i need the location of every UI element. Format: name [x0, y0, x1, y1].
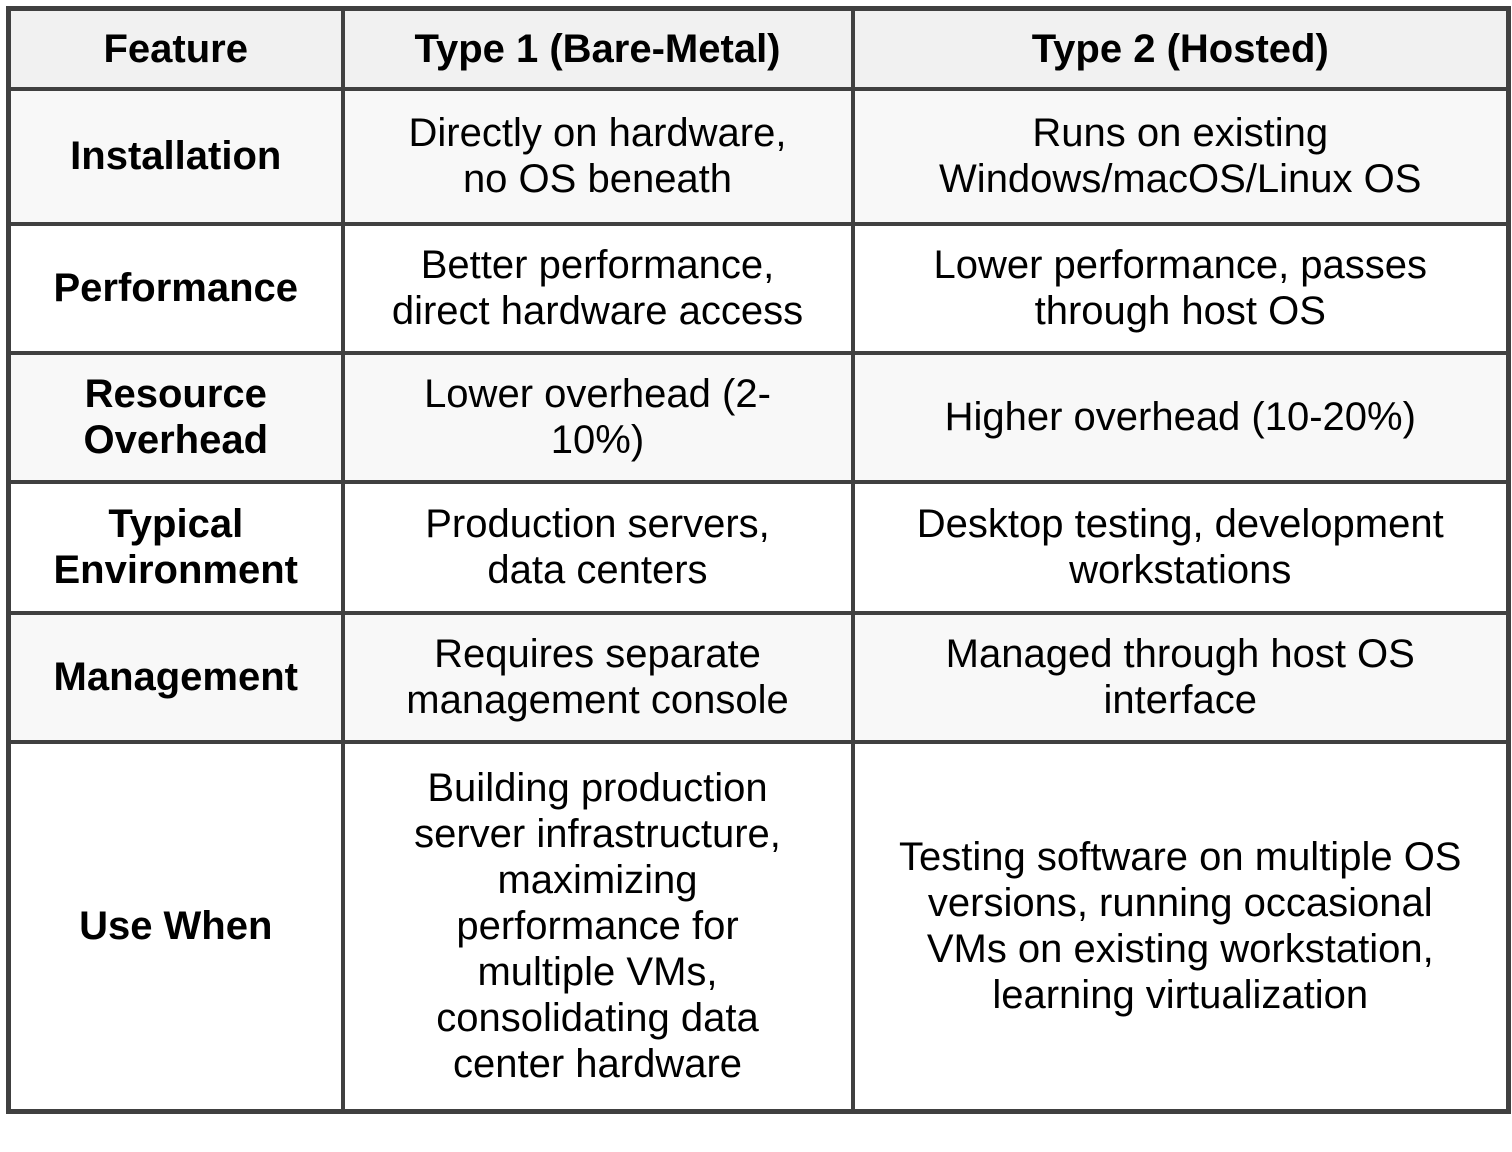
row-installation-type1: Directly on hardware, no OS beneath: [343, 89, 853, 224]
row-installation: [9, 89, 1509, 224]
header-row: [9, 9, 1509, 89]
row-resource-overhead-type2: Higher overhead (10-20%): [853, 353, 1509, 482]
row-management-feature: Management: [9, 613, 343, 742]
row-use-when: [9, 742, 1509, 1112]
row-performance-feature: Performance: [9, 224, 343, 353]
row-typical-environment: [9, 482, 1509, 613]
row-management-type2: Managed through host OS interface: [853, 613, 1509, 742]
row-management-type1: Requires separate management console: [343, 613, 853, 742]
header-cell-type2: Type 2 (Hosted): [853, 9, 1509, 89]
row-resource-overhead: [9, 353, 1509, 482]
row-performance-type1: Better performance, direct hardware access: [343, 224, 853, 353]
row-typical-environment-feature: Typical Environment: [9, 482, 343, 613]
header-cell-type1: Type 1 (Bare-Metal): [343, 9, 853, 89]
row-resource-overhead-feature: Resource Overhead: [9, 353, 343, 482]
row-typical-environment-type2: Desktop testing, development workstations: [853, 482, 1509, 613]
row-typical-environment-type1: Production servers, data centers: [343, 482, 853, 613]
row-use-when-type1: Building production server infrastructure, maximizing performance for multiple VMs, consolidating data center hardware: [343, 742, 853, 1112]
hypervisor-comparison-table: [6, 6, 1511, 1114]
header-cell-feature: Feature: [9, 9, 343, 89]
row-installation-feature: Installation: [9, 89, 343, 224]
row-installation-type2: Runs on existing Windows/⁠macOS/⁠Linux OS: [853, 89, 1509, 224]
row-use-when-type2: Testing software on multiple OS versions, running occasional VMs on existing workstation, learning virtualization: [853, 742, 1509, 1112]
row-management: [9, 613, 1509, 742]
row-resource-overhead-type1: Lower overhead (2-10%): [343, 353, 853, 482]
row-performance-type2: Lower performance, passes through host OS: [853, 224, 1509, 353]
row-use-when-feature: Use When: [9, 742, 343, 1112]
row-performance: [9, 224, 1509, 353]
